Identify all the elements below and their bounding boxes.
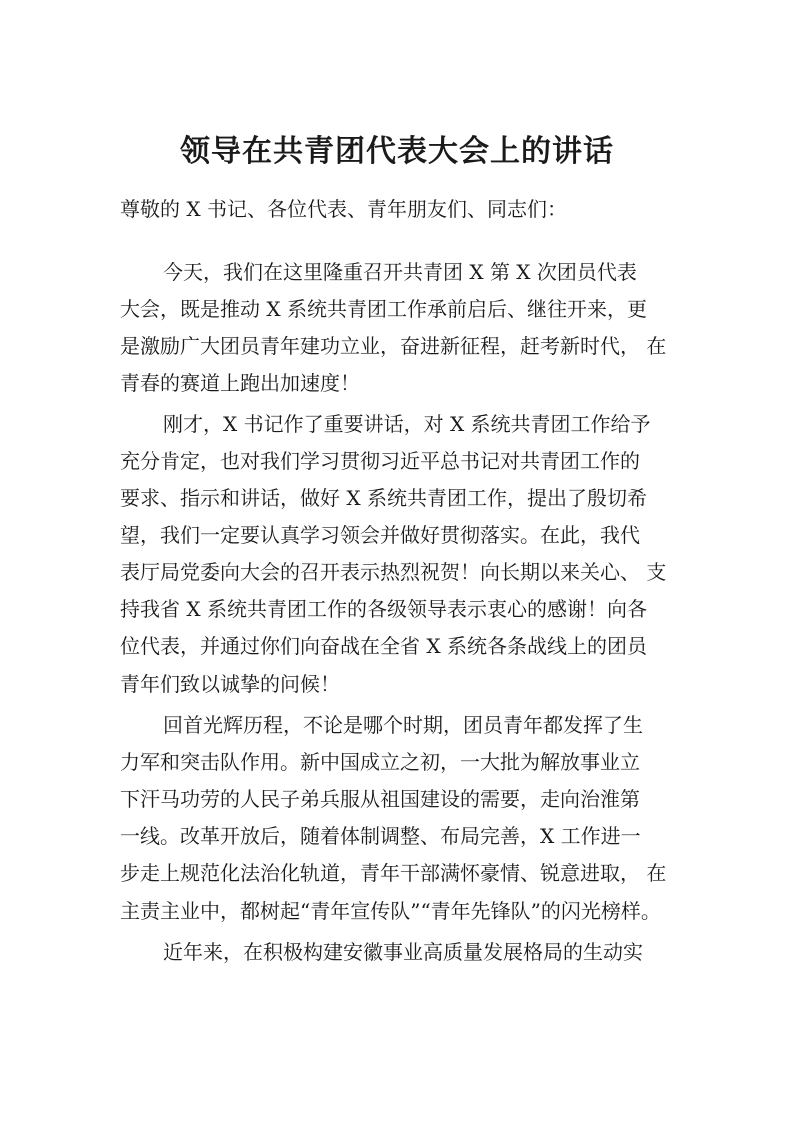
paragraph-line: 近年来，在积极构建安徽事业高质量发展格局的生动实 [163,940,643,964]
paragraph-line: 大会，既是推动 X 系统共青团工作承前启后、继往开来，更 [120,297,647,321]
paragraph-line: 是激励广大团员青年建功立业，奋进新征程，赶考新时代， 在 [120,334,667,358]
paragraph-line: 下汗马功劳的人民子弟兵服从祖国建设的需要，走向治淮第 [120,787,640,811]
paragraph-line: 今天，我们在这里隆重召开共青团 X 第 X 次团员代表 [163,260,637,284]
paragraph-line: 望，我们一定要认真学习领会并做好贯彻落实。在此，我代 [120,523,640,547]
paragraph-line: 位代表，并通过你们向奋战在全省 X 系统各条战线上的团员 [120,634,647,658]
paragraph-line: 持我省 X 系统共青团工作的各级领导表示衷心的感谢！向各 [120,597,647,621]
paragraph-line: 力军和突击队作用。新中国成立之初，一大批为解放事业立 [120,750,640,774]
paragraph-line: 表厅局党委向大会的召开表示热烈祝贺！向长期以来关心、 支 [120,560,667,584]
document-title: 领导在共青团代表大会上的讲话 [180,134,614,169]
paragraph-line: 青春的赛道上跑出加速度！ [120,371,360,395]
paragraph-line: 刚才，X 书记作了重要讲话，对 X 系统共青团工作给予 [163,412,651,436]
paragraph-line: 要求、指示和讲话，做好 X 系统共青团工作，提出了殷切希 [120,486,647,510]
paragraph-line: 充分肯定，也对我们学习贯彻习近平总书记对共青团工作的 [120,449,640,473]
paragraph-line: 主责主业中，都树起“青年宣传队”“青年先锋队”的闪光榜样。 [120,899,661,923]
salutation-line: 尊敬的 X 书记、各位代表、青年朋友们、同志们： [120,197,567,221]
paragraph-line: 步走上规范化法治化轨道，青年干部满怀豪情、锐意进取， 在 [120,861,667,885]
paragraph-line: 回首光辉历程，不论是哪个时期，团员青年都发挥了生 [163,713,643,737]
paragraph-line: 一线。改革开放后，随着体制调整、布局完善，X 工作进一 [120,824,641,848]
paragraph-line: 青年们致以诚挚的问候！ [120,672,340,696]
